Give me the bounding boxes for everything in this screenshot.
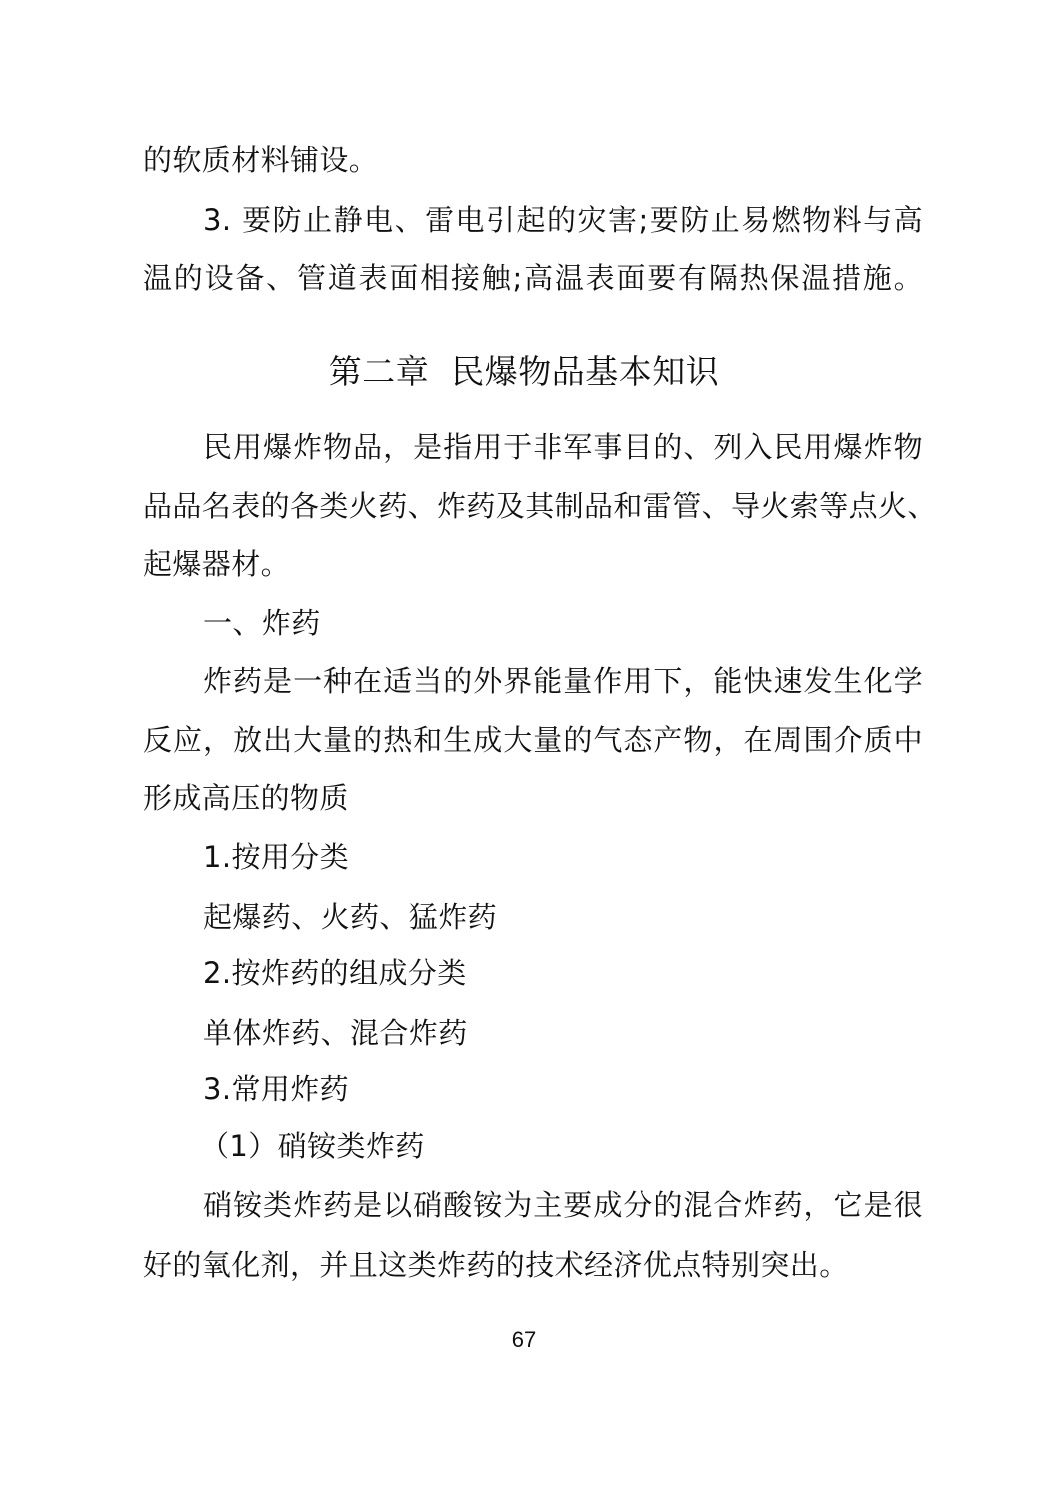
subheading: 3.常用炸药 (203, 1072, 350, 1106)
subheading: 2.按炸药的组成分类 (203, 956, 467, 990)
paragraph-line: 硝铵类炸药是以硝酸铵为主要成分的混合炸药，它是很 (203, 1188, 923, 1222)
list-item: 单体炸药、混合炸药 (203, 1016, 468, 1050)
paragraph-line: 形成高压的物质 (143, 781, 349, 815)
section-heading: 一、炸药 (203, 606, 321, 640)
paragraph-line: 3. 要防止静电、雷电引起的灾害;要防止易燃物料与高 (203, 203, 923, 237)
list-item: 起爆药、火药、猛炸药 (203, 900, 498, 934)
page-number: 67 (511, 1327, 537, 1352)
paragraph-line: 温的设备、管道表面相接触;高温表面要有隔热保温措施。 (143, 261, 923, 295)
paragraph-line: 的软质材料铺设。 (143, 143, 379, 177)
paragraph-line: 起爆器材。 (143, 547, 291, 581)
paragraph-line: 品品名表的各类火药、炸药及其制品和雷管、导火索等点火、 (143, 489, 937, 523)
subheading: （1）硝铵类炸药 (200, 1129, 425, 1163)
paragraph-line: 炸药是一种在适当的外界能量作用下，能快速发生化学 (203, 664, 923, 698)
paragraph-line: 民用爆炸物品，是指用于非军事目的、列入民用爆炸物 (203, 430, 923, 464)
subheading: 1.按用分类 (203, 840, 350, 874)
chapter-title: 第二章 民爆物品基本知识 (328, 352, 720, 391)
paragraph-line: 好的氧化剂，并且这类炸药的技术经济优点特别突出。 (143, 1248, 849, 1282)
paragraph-line: 反应，放出大量的热和生成大量的气态产物，在周围介质中 (143, 723, 923, 757)
